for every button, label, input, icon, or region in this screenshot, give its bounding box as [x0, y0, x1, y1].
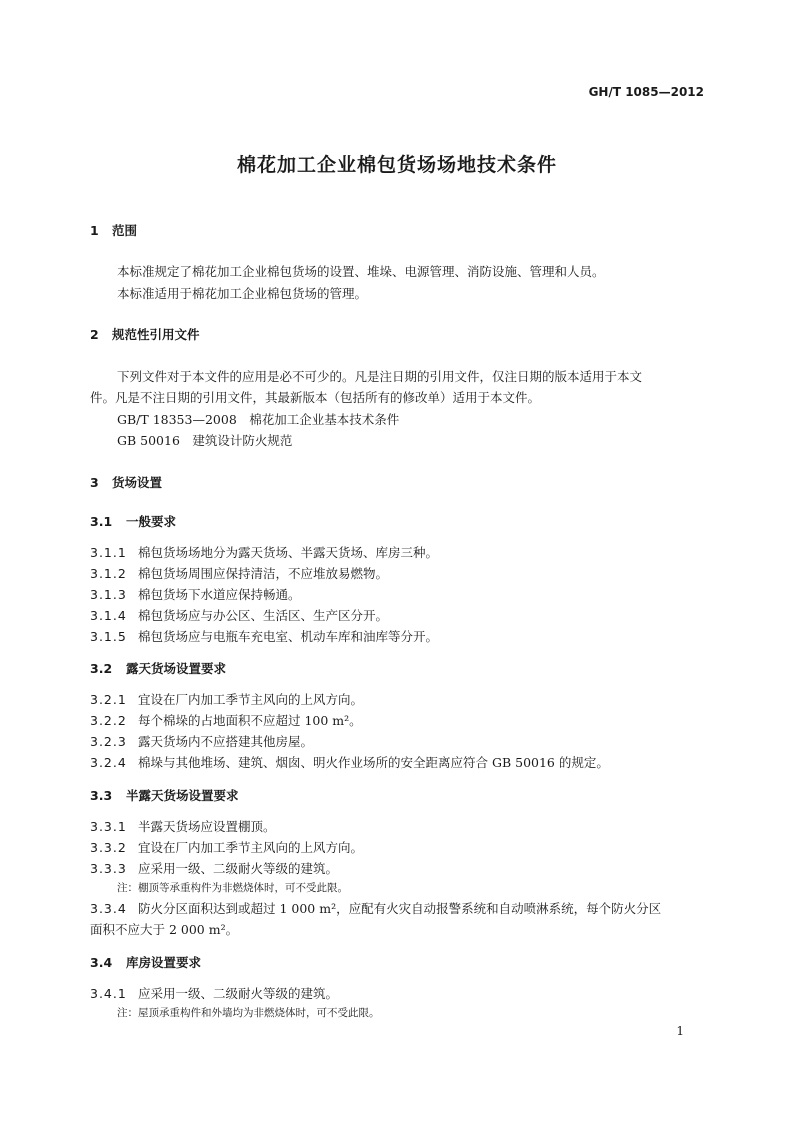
clause-text: 棉包货场场地分为露天货场、半露天货场、库房三种。 [138, 545, 439, 560]
clause-3-2-2 [90, 711, 362, 729]
section-1-heading [90, 221, 137, 239]
clause-number: 3.3.4 [90, 901, 127, 916]
clause-number: 3.3.3 [90, 861, 127, 876]
clause-text: 每个棉垛的占地面积不应超过 100 m²。 [138, 713, 362, 728]
clause-text: 棉包货场应与电瓶车充电室、机动车库和油库等分开。 [138, 629, 439, 644]
subsection-number: 3.2 [90, 661, 113, 676]
clause-text: 应采用一级、二级耐火等级的建筑。 [138, 986, 339, 1001]
clause-3-3-3-note: 注：棚顶等承重构件为非燃烧体时，可不受此限。 [117, 882, 348, 894]
clause-number: 3.1.2 [90, 566, 127, 581]
clause-number: 3.2.1 [90, 692, 127, 707]
subsection-title: 库房设置要求 [126, 955, 202, 970]
section-number: 1 [90, 223, 99, 238]
reference-document-1: GB/T 18353—2008 棉花加工企业基本技术条件 [117, 412, 400, 427]
section-title: 规范性引用文件 [112, 327, 200, 342]
clause-text: 应采用一级、二级耐火等级的建筑。 [138, 861, 339, 876]
subsection-number: 3.1 [90, 514, 113, 529]
subsection-title: 露天货场设置要求 [126, 661, 227, 676]
section-1-paragraph-1: 本标准规定了棉花加工企业棉包货场的设置、堆垛、电源管理、消防设施、管理和人员。 [117, 264, 605, 279]
subsection-number: 3.4 [90, 955, 113, 970]
clause-3-1-2 [90, 564, 388, 582]
subsection-number: 3.3 [90, 788, 113, 803]
clause-number: 3.2.3 [90, 734, 127, 749]
clause-number: 3.3.1 [90, 819, 127, 834]
clause-3-2-4 [90, 753, 609, 771]
clause-3-3-4-line-2: 面积不应大于 2 000 m²。 [90, 922, 239, 937]
subsection-3-4-heading [90, 953, 201, 971]
clause-text-line-1: 防火分区面积达到或超过 1 000 m²，应配有火灾自动报警系统和自动喷淋系统，每个防火分区 [138, 901, 662, 916]
clause-3-3-4 [90, 899, 661, 917]
subsection-3-1-heading [90, 512, 176, 530]
clause-text: 棉垛与其他堆场、建筑、烟囱、明火作业场所的安全距离应符合 GB 50016 的规定。 [138, 755, 609, 770]
reference-document-2: GB 50016 建筑设计防火规范 [117, 433, 293, 448]
subsection-3-2-heading [90, 659, 226, 677]
clause-3-1-5 [90, 627, 438, 645]
subsection-title: 半露天货场设置要求 [126, 788, 239, 803]
clause-3-1-3 [90, 585, 301, 603]
clause-number: 3.2.2 [90, 713, 127, 728]
clause-number: 3.1.3 [90, 587, 127, 602]
clause-text: 宜设在厂内加工季节主风向的上风方向。 [138, 840, 364, 855]
clause-number: 3.1.5 [90, 629, 127, 644]
clause-3-3-2 [90, 838, 363, 856]
clause-number: 3.2.4 [90, 755, 127, 770]
clause-3-4-1-note: 注：屋顶承重构件和外墙均为非燃烧体时，可不受此限。 [117, 1007, 380, 1019]
clause-3-4-1 [90, 984, 338, 1002]
clause-text: 棉包货场周围应保持清洁，不应堆放易燃物。 [138, 566, 389, 581]
section-number: 3 [90, 475, 99, 490]
clause-number: 3.4.1 [90, 986, 127, 1001]
clause-3-2-3 [90, 732, 313, 750]
clause-number: 3.1.4 [90, 608, 127, 623]
subsection-title: 一般要求 [126, 514, 177, 529]
section-title: 货场设置 [112, 475, 163, 490]
subsection-3-3-heading [90, 786, 239, 804]
clause-number: 3.3.2 [90, 840, 127, 855]
clause-text: 棉包货场下水道应保持畅通。 [138, 587, 301, 602]
section-title: 范围 [112, 223, 138, 238]
clause-text: 露天货场内不应搭建其他房屋。 [138, 734, 314, 749]
section-3-heading [90, 473, 162, 491]
clause-3-1-1 [90, 543, 438, 561]
clause-text: 棉包货场应与办公区、生活区、生产区分开。 [138, 608, 389, 623]
clause-text: 宜设在厂内加工季节主风向的上风方向。 [138, 692, 364, 707]
clause-3-3-1 [90, 817, 276, 835]
standard-code: GH/T 1085—2012 [588, 85, 704, 99]
clause-3-1-4 [90, 606, 388, 624]
section-2-paragraph-line-1: 下列文件对于本文件的应用是必不可少的。凡是注日期的引用文件，仅注日期的版本适用于本文 [117, 369, 643, 384]
section-number: 2 [90, 327, 99, 342]
clause-text: 半露天货场应设置棚顶。 [138, 819, 276, 834]
section-2-paragraph-line-2: 件。凡是不注日期的引用文件，其最新版本（包括所有的修改单）适用于本文件。 [90, 390, 541, 405]
clause-3-3-3 [90, 859, 338, 877]
page-number: 1 [676, 1024, 684, 1038]
document-title: 棉花加工企业棉包货场场地技术条件 [236, 154, 557, 176]
clause-3-2-1 [90, 690, 363, 708]
section-2-heading [90, 325, 200, 343]
clause-number: 3.1.1 [90, 545, 127, 560]
section-1-paragraph-2: 本标准适用于棉花加工企业棉包货场的管理。 [117, 286, 368, 301]
